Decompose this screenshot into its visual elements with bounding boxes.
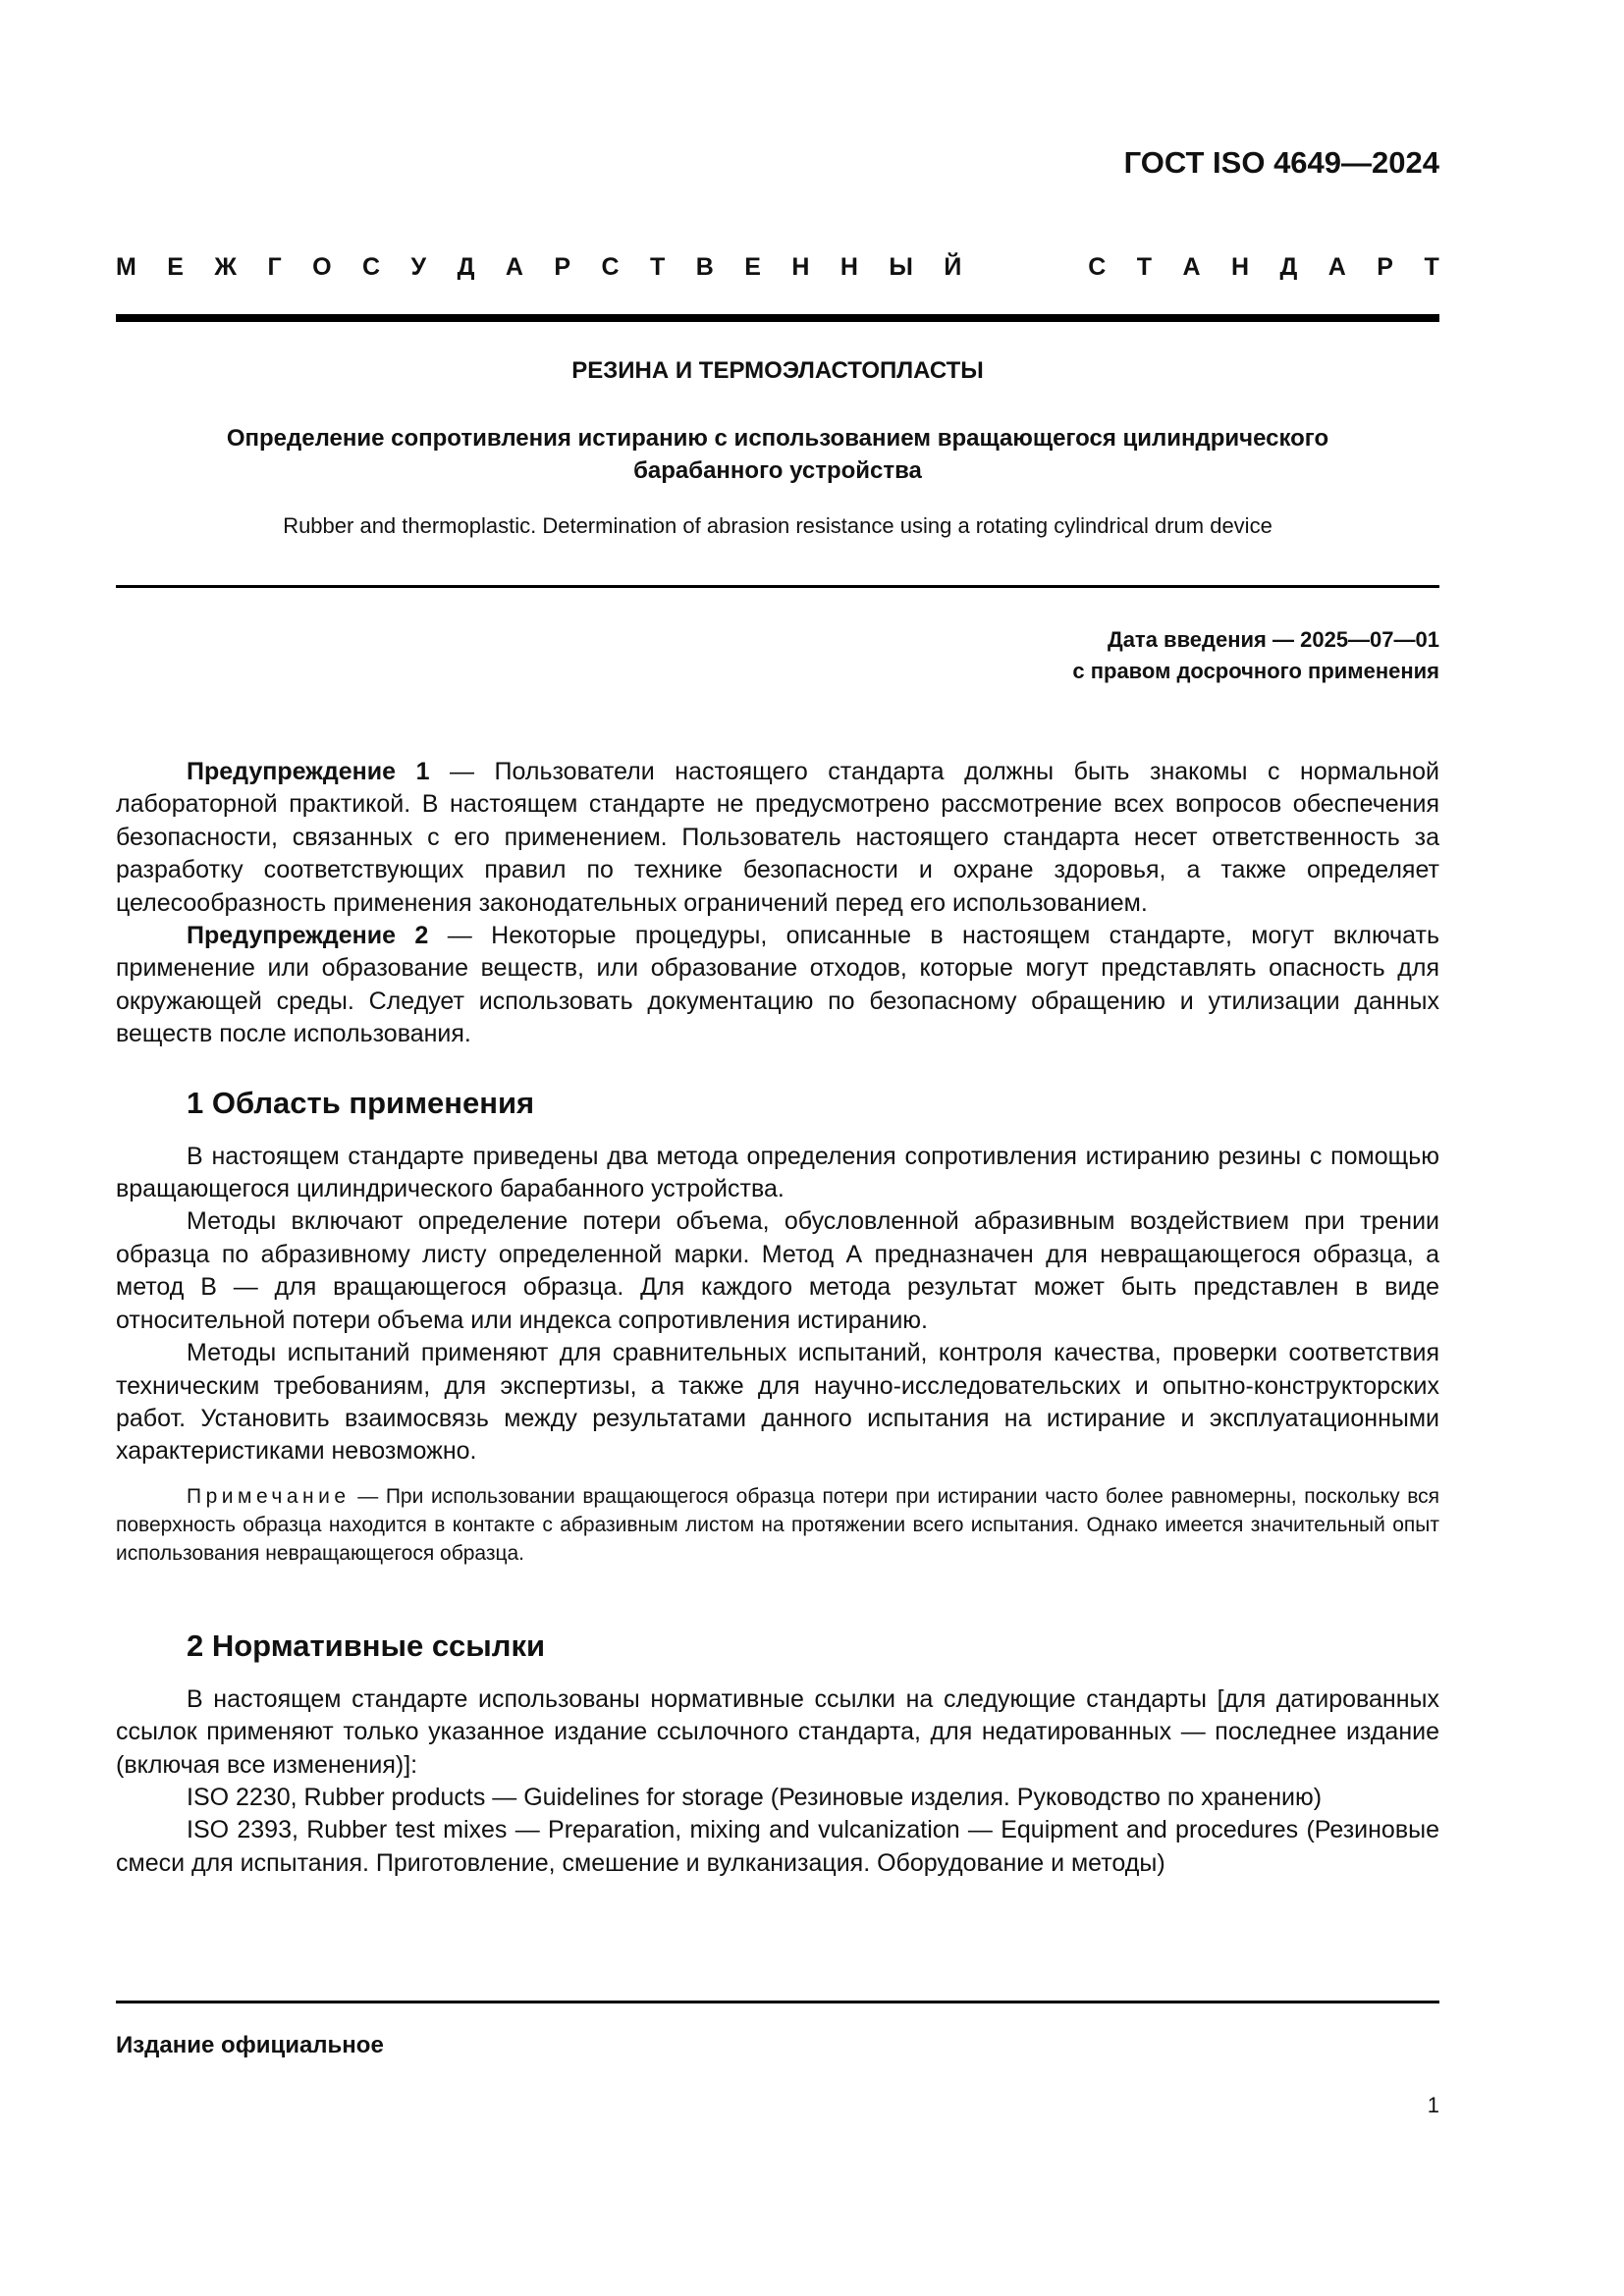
heading-letter: Й — [944, 253, 962, 281]
introduction-date-line: с правом досрочного применения — [1072, 659, 1439, 683]
section-heading: 2 Нормативные ссылки — [187, 1628, 546, 1663]
heading-letter: Т — [650, 253, 666, 281]
heading-letter: Н — [791, 253, 810, 281]
warning-lead: Предупреждение 1 — [187, 758, 430, 785]
heading-letter: С — [362, 253, 381, 281]
heading-letter: Ж — [214, 253, 238, 281]
heading-letter: Н — [839, 253, 858, 281]
heading-letter: Ы — [889, 253, 913, 281]
edition-label: Издание официальное — [116, 2032, 384, 2058]
heading-letter: Н — [1231, 253, 1250, 281]
heading-letter: С — [1088, 253, 1107, 281]
heading-letter: М — [116, 253, 136, 281]
heading-letter: А — [505, 253, 523, 281]
interstate-standard-heading — [116, 253, 1439, 282]
heading-letter: Р — [1377, 253, 1393, 281]
subtitle-line: Определение сопротивления истиранию с использованием вращающегося цилиндрического — [226, 425, 1329, 452]
heading-letter: У — [410, 253, 427, 281]
heading-letter: О — [312, 253, 332, 281]
heading-letter: Т — [1136, 253, 1153, 281]
document-number: ГОСТ ISO 4649—2024 — [1123, 145, 1439, 180]
heading-letter: Р — [554, 253, 571, 281]
heading-letter: В — [695, 253, 714, 281]
note-paragraph — [116, 1482, 1439, 1568]
heading-letter: Г — [267, 253, 282, 281]
document-body — [116, 756, 1439, 1880]
warning-paragraph — [116, 756, 1439, 920]
title-divider — [116, 585, 1439, 588]
heading-letter: Е — [167, 253, 184, 281]
heading-letter: Т — [1424, 253, 1439, 281]
heading-letter: Е — [744, 253, 761, 281]
page-number: 1 — [1427, 2093, 1439, 2117]
heading-letter: Д — [1279, 253, 1298, 281]
document-title: РЕЗИНА И ТЕРМОЭЛАСТОПЛАСТЫ — [571, 357, 984, 384]
warning-text: — Пользователи настоящего стандарта должны быть знакомы с нормальной лабораторной практикой. В настоящем стандарте не предусмотрено рассмотрение всех вопросов обеспечения безопасности, связанных с его применением. Пользователь настоящего стандарта несет ответственность за разработку соответствующих правил по технике безопасности и охране здоровья, а также определяет целесообразность применения законодательных ограничений перед его использованием. — [116, 758, 1440, 917]
word-gap — [993, 253, 1057, 282]
heading-letter: С — [601, 253, 620, 281]
document-subtitle — [116, 422, 1439, 487]
body-paragraph: Методы испытаний применяют для сравнительных испытаний, контроля качества, проверки соответствия техническим требованиям, для экспертизы, а также для научно-исследовательских и опытно-конструкторских работ. Установить взаимосвязь между результатами данного испытания на истирание и эксплуатационными характеристиками невозможно. — [116, 1339, 1439, 1466]
warning-paragraph — [116, 920, 1439, 1051]
header-divider — [116, 314, 1439, 322]
body-paragraph: В настоящем стандарте приведены два метода определения сопротивления истиранию резины с помощью вращающегося цилиндрического барабанного устройства. — [116, 1142, 1439, 1203]
warning-lead: Предупреждение 2 — [187, 922, 429, 950]
heading-letter: А — [1182, 253, 1201, 281]
note-text: — При использовании вращающегося образца потери при истирании часто более равномерны, поскольку вся поверхность образца находится в контакте с абразивным листом на протяжении всего испытания. Однако имеется значительный опыт использования невращающегося образца. — [116, 1484, 1439, 1565]
heading-letter: А — [1327, 253, 1346, 281]
footer-divider — [116, 2001, 1439, 2003]
body-paragraph: В настоящем стандарте использованы нормативные ссылки на следующие стандарты [для датированных ссылок применяют только указанное издание ссылочного стандарта, для недатированных — последнее издание (включая все изменения)]: — [116, 1684, 1439, 1779]
subtitle-line: барабанного устройства — [633, 457, 922, 484]
english-title: Rubber and thermoplastic. Determination of abrasion resistance using a rotating cylindrical drum device — [283, 513, 1272, 538]
reference-item: ISO 2230, Rubber products — Guidelines for storage (Резиновые изделия. Руководство по хранению) — [187, 1783, 1323, 1811]
reference-item: ISO 2393, Rubber test mixes — Preparation, mixing and vulcanization — Equipment and procedures (Резиновые смеси для испытания. Приготовление, смешение и вулканизация. Оборудование и методы) — [116, 1816, 1439, 1877]
introduction-date-line: Дата введения — 2025—07—01 — [1108, 627, 1439, 652]
body-paragraph: Методы включают определение потери объема, обусловленной абразивным воздействием при трении образца по абразивному листу определенной марки. Метод А предназначен для невращающегося образца, а метод В — для вращающегося образца. Для каждого метода результат может быть представлен в виде относительной потери объема или индекса сопротивления истиранию. — [116, 1207, 1439, 1334]
warning-text: — Некоторые процедуры, описанные в настоящем стандарте, могут включать применение или образование веществ, или образование отходов, которые могут представлять опасность для окружающей среды. Следует использовать документацию по безопасному обращению и утилизации данных веществ после использования. — [116, 922, 1439, 1048]
introduction-date — [116, 624, 1439, 687]
heading-letter: Д — [457, 253, 475, 281]
note-lead: Примечание — [187, 1484, 351, 1508]
section-heading: 1 Область применения — [187, 1085, 535, 1120]
